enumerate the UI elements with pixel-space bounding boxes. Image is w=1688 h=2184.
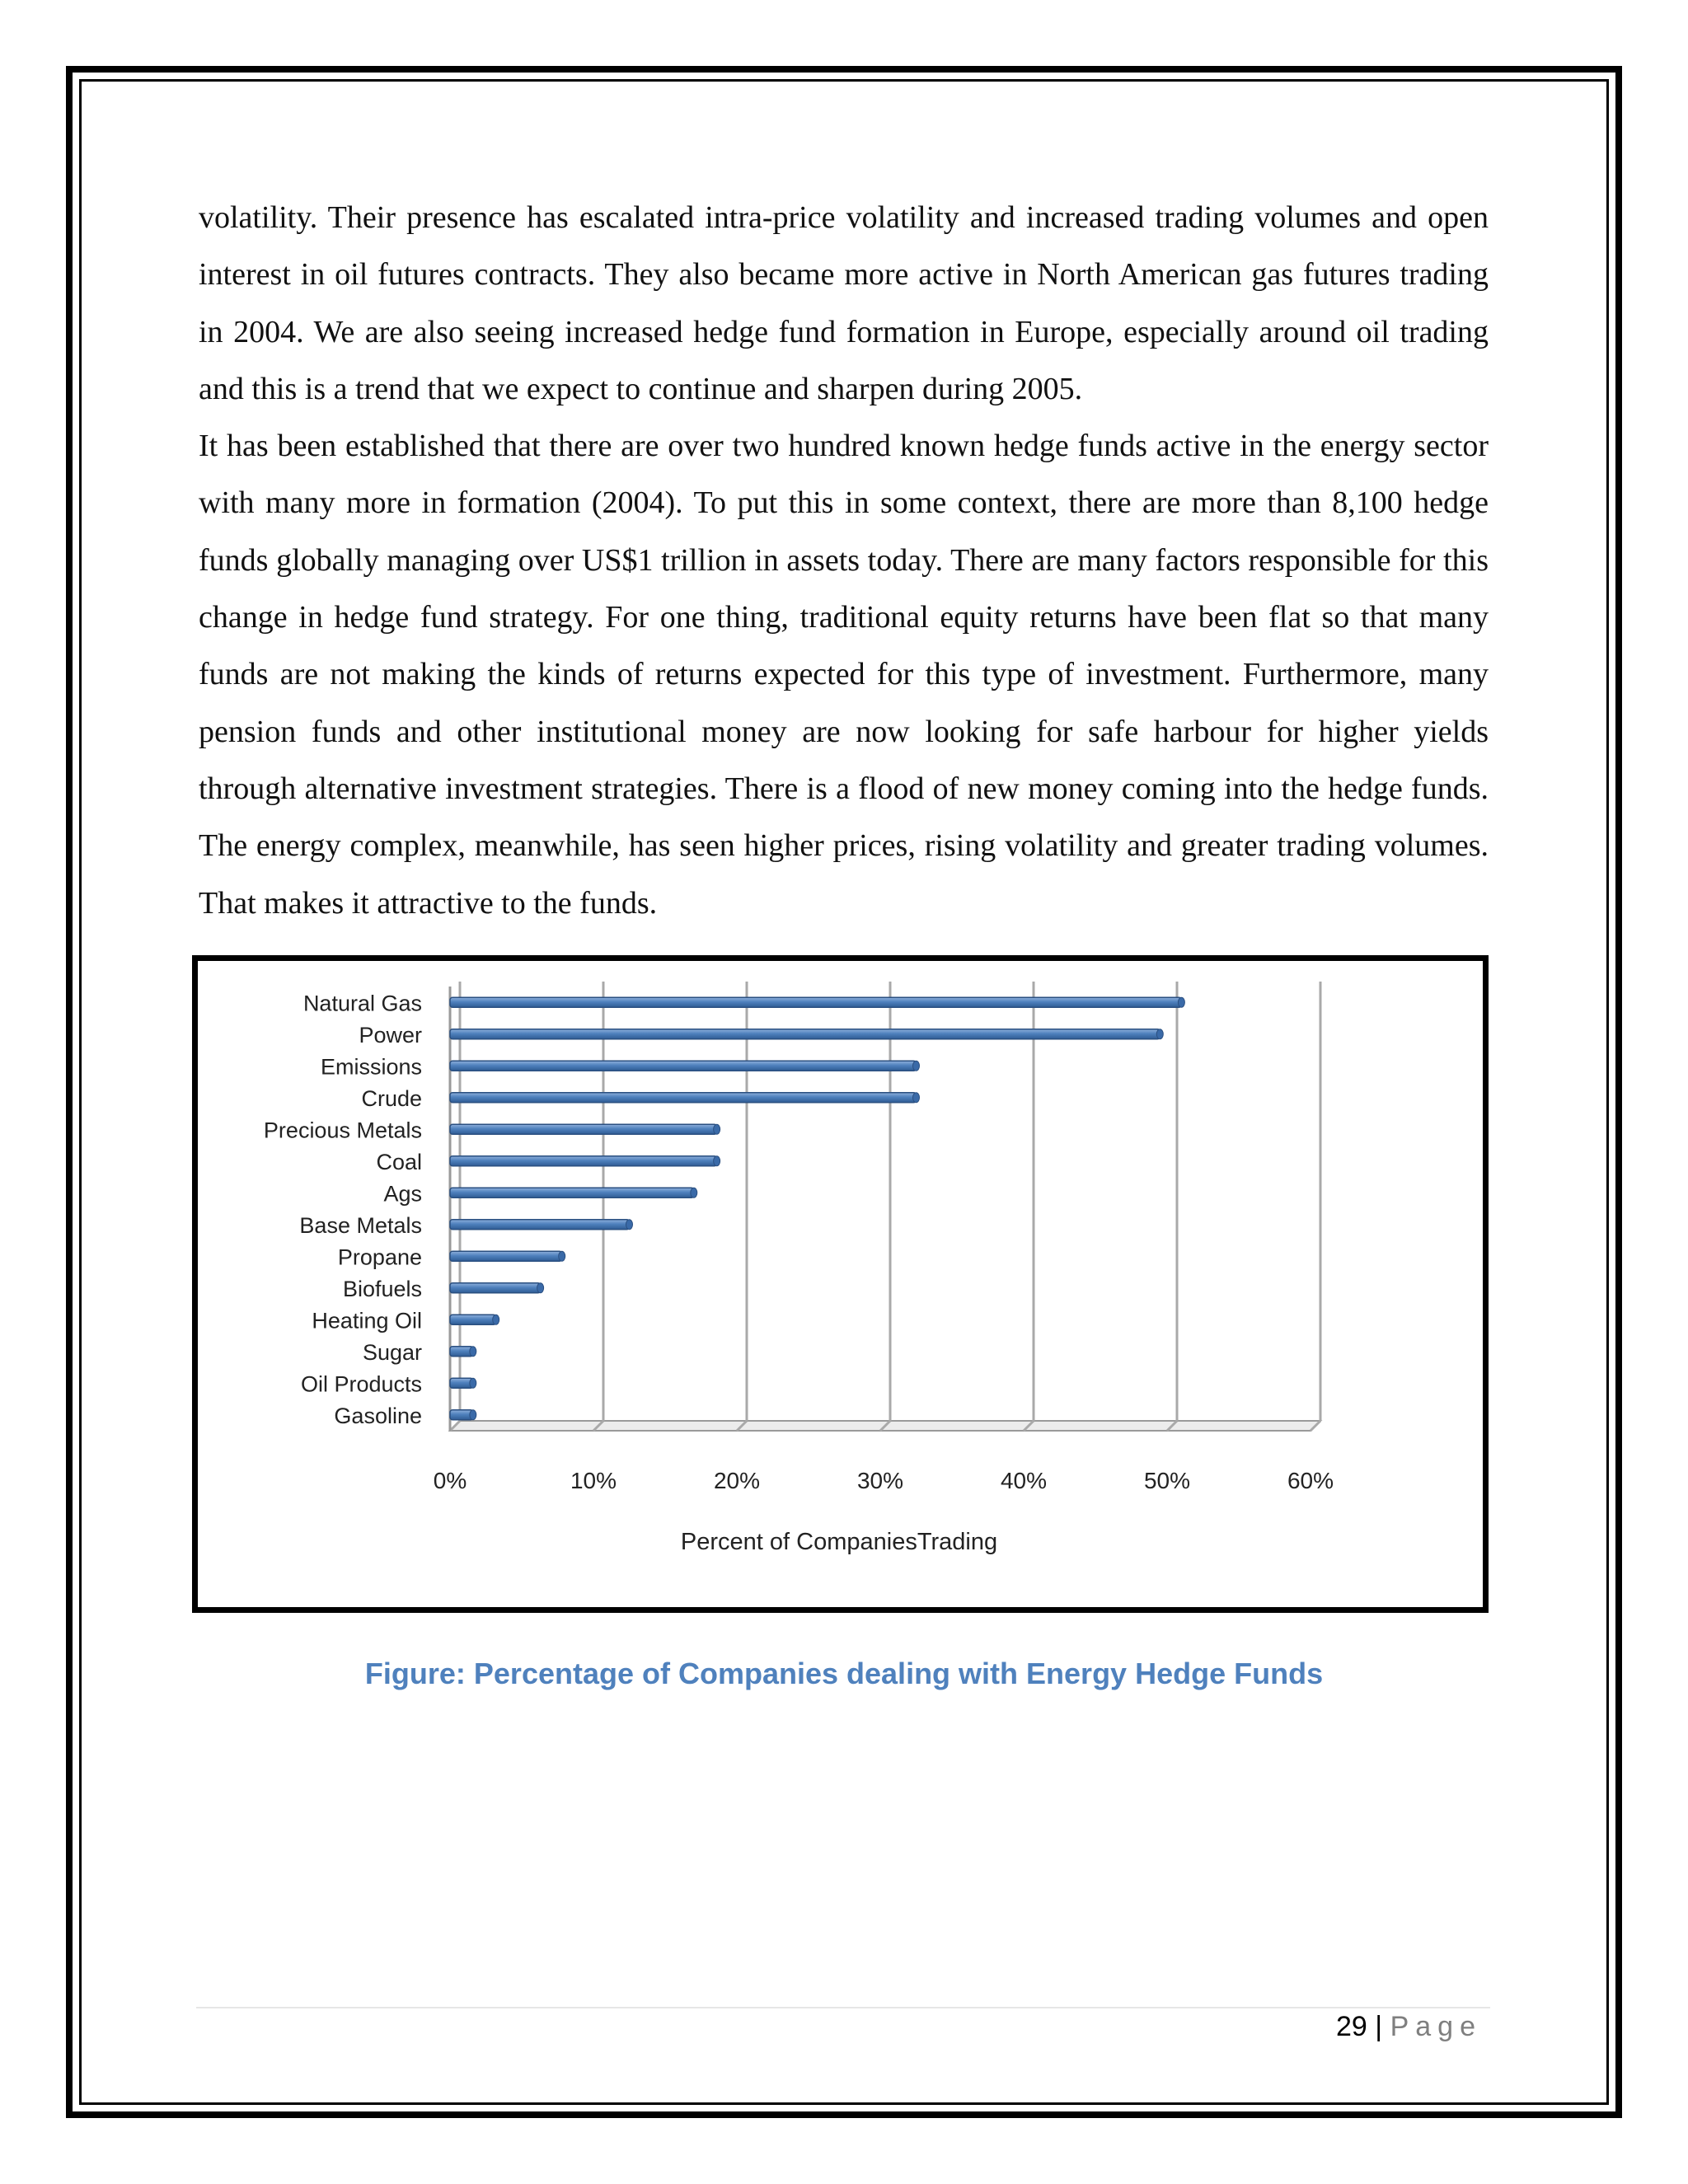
bar <box>450 1315 496 1324</box>
bar <box>450 1061 917 1071</box>
chart-frame <box>192 955 1489 1613</box>
bar <box>450 1093 917 1103</box>
category-label: Heating Oil <box>312 1308 422 1333</box>
x-tick-label: 50% <box>1143 1468 1191 1493</box>
category-label: Sugar <box>362 1339 422 1365</box>
bar <box>450 997 1181 1007</box>
x-tick-label: 40% <box>1000 1468 1048 1493</box>
category-label: Base Metals <box>299 1212 422 1238</box>
page-number: 29 <box>1336 2011 1367 2042</box>
bar-cap <box>1178 997 1184 1007</box>
bar-cap <box>626 1220 633 1230</box>
x-axis-title: Percent of CompaniesTrading <box>680 1529 998 1555</box>
bar-cap <box>1156 1029 1163 1039</box>
bar <box>450 1283 541 1293</box>
x-tick-label: 60% <box>1287 1468 1334 1493</box>
figure-caption: Figure: Percentage of Companies dealing with Energy Hedge Funds <box>364 1657 1324 1690</box>
bar-cap <box>470 1347 476 1357</box>
bar-cap <box>913 1061 920 1071</box>
bar <box>450 1124 717 1134</box>
bar <box>450 1188 694 1197</box>
category-label: Biofuels <box>342 1276 422 1301</box>
category-label: Oil Products <box>300 1371 422 1397</box>
x-tick-label: 10% <box>570 1468 617 1493</box>
category-label: Propane <box>337 1244 422 1270</box>
bar <box>450 1156 717 1166</box>
bar <box>450 1029 1160 1039</box>
footer-rule <box>196 2007 1490 2008</box>
bar-cap <box>559 1251 565 1261</box>
bar-cap <box>470 1410 476 1420</box>
bar <box>450 1251 562 1261</box>
x-tick-label: 0% <box>433 1468 467 1493</box>
category-label: Crude <box>361 1085 422 1111</box>
x-tick-label: 30% <box>856 1468 904 1493</box>
bar-cap <box>493 1315 499 1324</box>
category-label: Natural Gas <box>302 991 422 1016</box>
bar-cap <box>470 1378 476 1388</box>
bar <box>450 1220 630 1230</box>
category-label: Emissions <box>320 1054 422 1080</box>
bar-chart <box>198 961 1483 1607</box>
category-label: Coal <box>376 1149 422 1174</box>
bar-cap <box>913 1093 920 1103</box>
paragraph-1: volatility. Their presence has escalated intra-price volatility and increased trading volumes and open interest in oil futures contracts. They also became more active in North American gas futures trading in 2004. We are also seeing increased hedge fund formation in Europe, especially around oil trading and this is a trend that we expect to continue and sharpen during 2005. <box>199 200 1489 406</box>
page-word: Page <box>1390 2011 1482 2042</box>
bar-cap <box>691 1188 697 1197</box>
category-label: Power <box>359 1022 422 1047</box>
x-tick-label: 20% <box>713 1468 761 1493</box>
bar-cap <box>714 1124 720 1134</box>
bar-cap <box>714 1156 720 1166</box>
category-label: Gasoline <box>334 1403 422 1428</box>
category-label: Precious Metals <box>263 1118 422 1143</box>
bar-cap <box>537 1283 544 1293</box>
body-text <box>199 190 1489 932</box>
paragraph-2: It has been established that there are over two hundred known hedge funds active in the energy sector with many more in formation (2004). To put this in some context, there are more than 8,100 hedge funds globally managing over US$1 trillion in assets today. There are many factors responsible for this change in hedge fund strategy. For one thing, traditional equity returns have been flat so that many funds are not making the kinds of returns expected for this type of investment. Furthermore, many pension funds and other institutional money are now looking for safe harbour for higher yields through alternative investment strategies. There is a flood of new money coming into the hedge funds. The energy complex, meanwhile, has seen higher prices, rising volatility and greater trading volumes. That makes it attractive to the funds. <box>199 429 1489 921</box>
footer-separator: | <box>1375 2011 1383 2042</box>
category-label: Ags <box>383 1181 422 1207</box>
page-footer <box>1336 2011 1482 2043</box>
